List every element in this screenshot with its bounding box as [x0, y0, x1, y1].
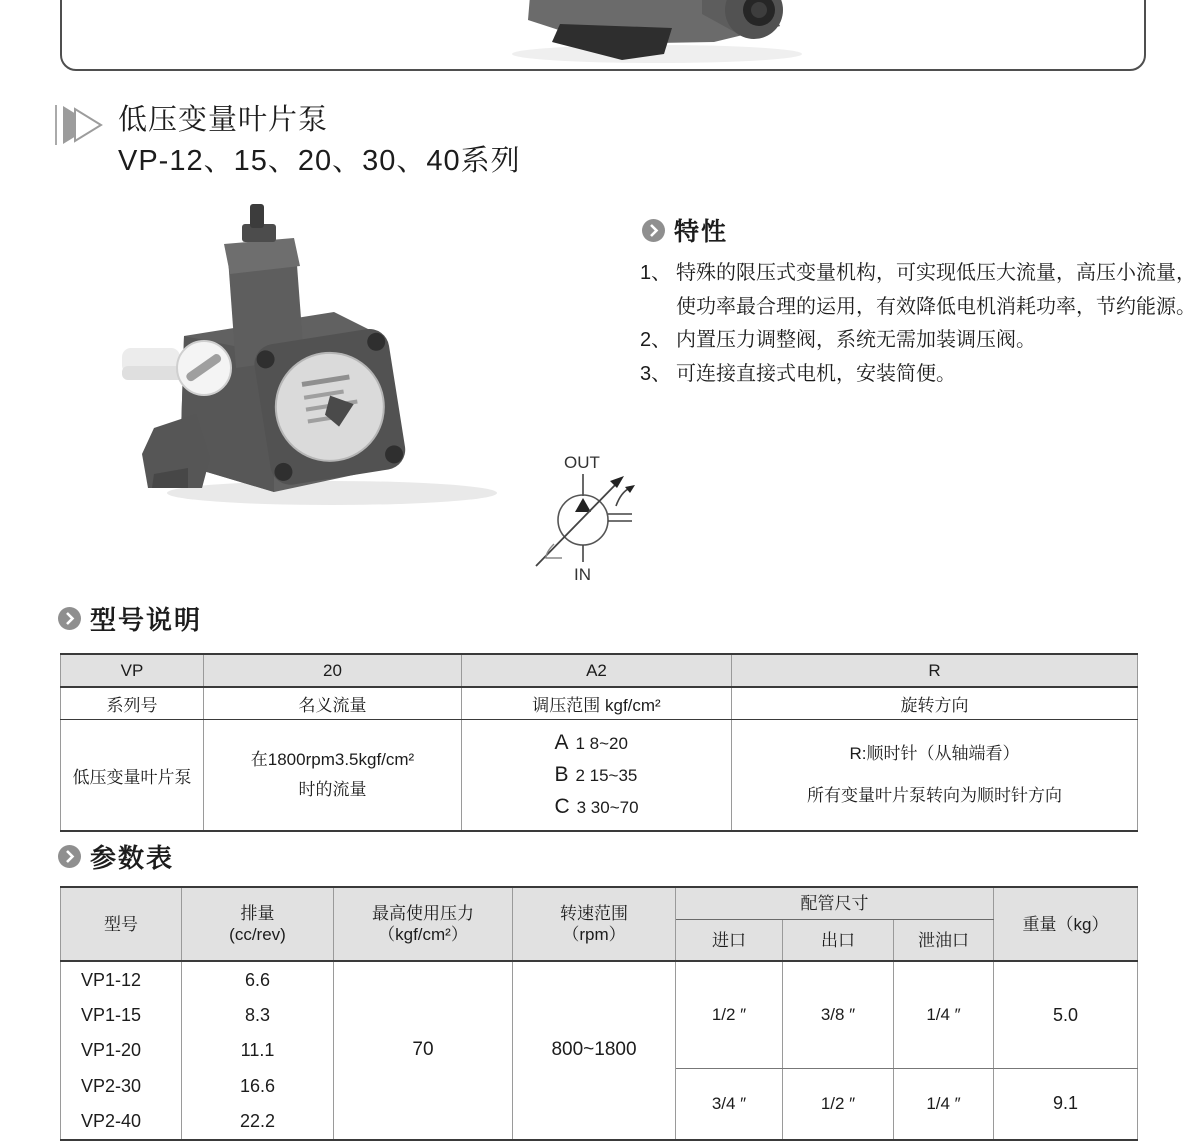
double-arrow-icon: [52, 100, 106, 150]
pressure-option: B 2 15~35: [554, 763, 638, 786]
feature-text: 内置压力调整阀，系统无需加装调压阀。: [676, 329, 1036, 351]
max-pressure-value: 70: [334, 961, 513, 1140]
page-title-block: [52, 100, 521, 182]
feature-number: 2、: [640, 329, 672, 351]
header-weight: 重量（kg）: [994, 887, 1138, 961]
drain-size-vp1: 1/4 ″: [894, 961, 994, 1069]
model-name: VP2-40: [81, 1110, 142, 1131]
weight-vp2: 9.1: [994, 1069, 1138, 1140]
label-series: 系列号: [61, 687, 204, 720]
model-names-vp2: [61, 1069, 182, 1140]
features-heading: 特性: [674, 218, 729, 246]
speed-range-value: 800~1800: [513, 961, 676, 1140]
param-body-group-vp1: [61, 961, 1138, 1069]
model-code-row: [61, 654, 1138, 687]
header-max-pressure: 最高使用压力 （kgf/cm²）: [334, 887, 513, 961]
feature-text: 可连接直接式电机，安装简便。: [676, 362, 956, 385]
param-header-row1: [61, 887, 1138, 920]
parameter-table: [60, 886, 1138, 1141]
drain-size-vp2: 1/4 ″: [894, 1069, 994, 1140]
chevron-circle-icon: [58, 845, 81, 868]
inlet-size-vp2: 3/4 ″: [676, 1069, 783, 1140]
chevron-circle-icon: [642, 219, 665, 242]
inlet-size-vp1: 1/2 ″: [676, 961, 783, 1069]
weight-vp1: 5.0: [994, 961, 1138, 1069]
model-name: VP1-15: [81, 1004, 142, 1025]
feature-item: [640, 358, 1200, 392]
model-code-table: [60, 653, 1138, 832]
feature-item: [640, 324, 1200, 358]
model-section-heading-row: [58, 600, 202, 637]
variable-pump-symbol: [520, 444, 690, 586]
flow-description: [204, 720, 462, 832]
series-name: 低压变量叶片泵: [61, 720, 204, 832]
feature-item: [640, 257, 1200, 324]
page-title: [118, 100, 521, 182]
chevron-circle-icon: [58, 607, 81, 630]
page-title-line2: VP-12、15、20、30、40系列: [118, 145, 521, 177]
pressure-options: [462, 720, 732, 832]
features-section: [640, 212, 1200, 391]
rotation-line2: 所有变量叶片泵转向为顺时针方向: [807, 786, 1062, 805]
code-pressure: A2: [462, 654, 732, 687]
model-names-vp1: [61, 961, 182, 1069]
top-photo-box: [60, 0, 1146, 71]
pressure-option: A 1 8~20: [554, 731, 628, 754]
outlet-size-vp2: 1/2 ″: [783, 1069, 894, 1140]
flow-line2: 时的流量: [298, 780, 367, 799]
header-model: 型号: [61, 887, 182, 961]
param-section-heading: 参数表: [90, 843, 175, 873]
header-displacement: 排量 (cc/rev): [182, 887, 334, 961]
model-value-row: [61, 720, 1138, 832]
flow-line1: 在1800rpm3.5kgf/cm²: [250, 750, 415, 769]
header-speed-range: 转速范围 （rpm）: [513, 887, 676, 961]
code-vp: VP: [61, 654, 204, 687]
symbol-out-label: OUT: [564, 453, 600, 472]
pressure-option: C 3 30~70: [554, 795, 639, 818]
symbol-in-label: IN: [574, 565, 591, 584]
features-heading-row: [642, 212, 1200, 248]
model-label-row: [61, 687, 1138, 720]
pump-product-photo: [122, 196, 517, 514]
rotation-line1: R:顺时针（从轴端看）: [849, 744, 1020, 763]
model-section-heading: 型号说明: [90, 605, 203, 635]
displacement-value: 8.3: [244, 1004, 271, 1025]
displacement-value: 16.6: [239, 1075, 276, 1096]
model-name: VP1-12: [81, 969, 142, 990]
displacement-value: 11.1: [240, 1039, 275, 1060]
header-inlet: 进口: [676, 920, 783, 962]
outlet-size-vp1: 3/8 ″: [783, 961, 894, 1069]
label-flow: 名义流量: [204, 687, 462, 720]
displacements-vp1: [182, 961, 334, 1069]
displacement-value: 22.2: [239, 1110, 276, 1131]
label-pressure-range: 调压范围 kgf/cm²: [462, 687, 732, 720]
feature-number: 1、: [640, 262, 672, 284]
displacement-value: 6.6: [244, 969, 271, 990]
code-flow: 20: [204, 654, 462, 687]
model-name: VP1-20: [81, 1039, 142, 1060]
displacements-vp2: [182, 1069, 334, 1140]
label-rotation: 旋转方向: [732, 687, 1138, 720]
rotation-description: [732, 720, 1138, 832]
header-drain: 泄油口: [894, 920, 994, 962]
feature-text: 特殊的限压式变量机构，可实现低压大流量，高压小流量，使功率最合理的运用，有效降低电机消耗功率，节约能源。: [676, 262, 1196, 318]
pump-photo-fragment: [62, 0, 1144, 69]
code-rotation: R: [732, 654, 1138, 687]
feature-number: 3、: [640, 362, 672, 385]
page-title-line1: 低压变量叶片泵: [118, 104, 329, 136]
model-name: VP2-30: [81, 1075, 142, 1096]
param-section-heading-row: [58, 838, 174, 875]
header-pipe-size-group: 配管尺寸: [676, 887, 994, 920]
header-outlet: 出口: [783, 920, 894, 962]
